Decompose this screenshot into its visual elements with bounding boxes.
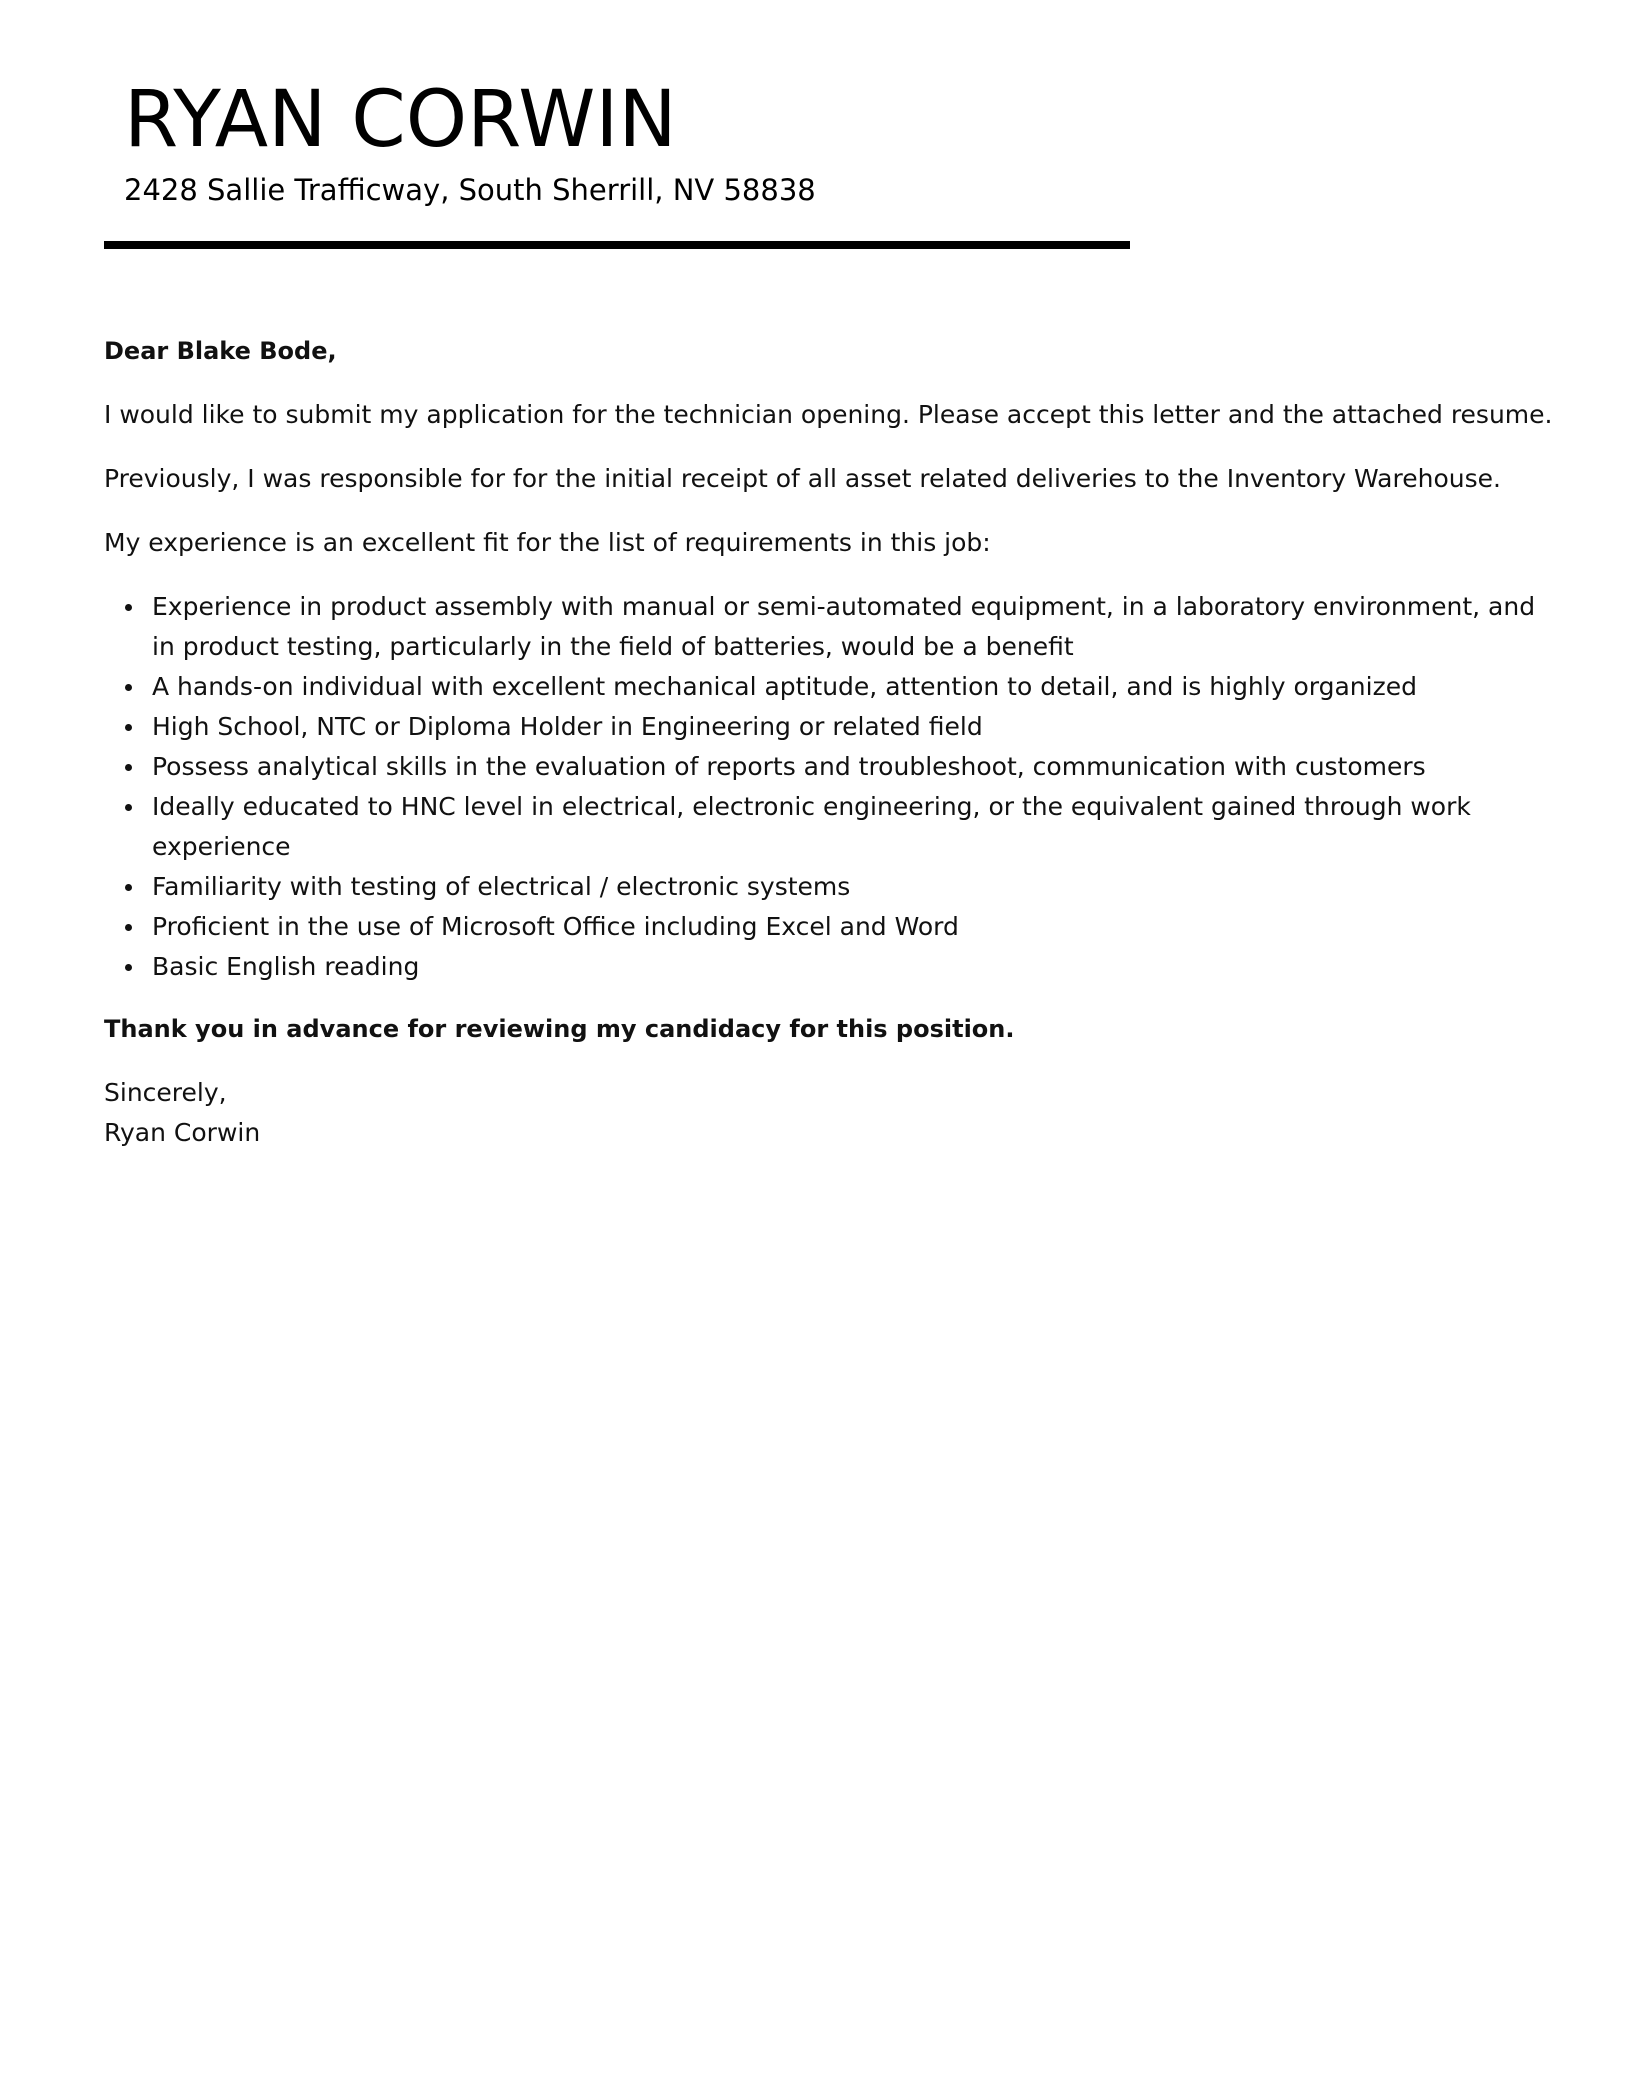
requirement-text: Ideally educated to HNC level in electrical, electronic engineering, or the equivalent gained through work experience bbox=[152, 792, 1471, 861]
requirement-text: Experience in product assembly with manual or semi-automated equipment, in a laboratory environment, and in product testing, particularly in the field of batteries, would be a benefit bbox=[152, 592, 1536, 661]
requirement-text: Proficient in the use of Microsoft Office including Excel and Word bbox=[152, 912, 959, 941]
list-item bbox=[152, 747, 1544, 787]
intro-paragraph: I would like to submit my application for the technician opening. Please accept this letter and the attached resume. bbox=[104, 400, 1553, 429]
signature-name: Ryan Corwin bbox=[104, 1118, 261, 1147]
closing-statement: Thank you in advance for reviewing my candidacy for this position. bbox=[104, 1015, 1015, 1043]
applicant-name: RYAN CORWIN bbox=[124, 75, 677, 165]
salutation: Dear Blake Bode, bbox=[104, 337, 337, 365]
list-item bbox=[152, 587, 1542, 667]
requirements-list bbox=[104, 587, 1544, 987]
list-item bbox=[152, 707, 1544, 747]
valediction: Sincerely, bbox=[104, 1078, 227, 1107]
letter-body bbox=[104, 331, 1553, 1153]
applicant-address: 2428 Sallie Trafficway, South Sherrill, NV 58838 bbox=[124, 173, 816, 207]
list-item bbox=[152, 907, 1544, 947]
list-item bbox=[152, 867, 1544, 907]
previous-experience-paragraph: Previously, I was responsible for for the initial receipt of all asset related deliveries to the Inventory Warehouse. bbox=[104, 464, 1501, 493]
requirement-text: Familiarity with testing of electrical / electronic systems bbox=[152, 872, 851, 901]
fit-statement: My experience is an excellent fit for the list of requirements in this job: bbox=[104, 528, 991, 557]
requirement-text: Possess analytical skills in the evaluation of reports and troubleshoot, communication with customers bbox=[152, 752, 1426, 781]
list-item bbox=[152, 667, 1544, 707]
requirement-text: A hands-on individual with excellent mechanical aptitude, attention to detail, and is highly organized bbox=[152, 672, 1417, 701]
list-item bbox=[152, 947, 1544, 987]
signoff bbox=[104, 1073, 1544, 1153]
list-item bbox=[152, 787, 1544, 867]
requirement-text: High School, NTC or Diploma Holder in Engineering or related field bbox=[152, 712, 983, 741]
requirement-text: Basic English reading bbox=[152, 952, 420, 981]
header-divider bbox=[104, 241, 1130, 249]
